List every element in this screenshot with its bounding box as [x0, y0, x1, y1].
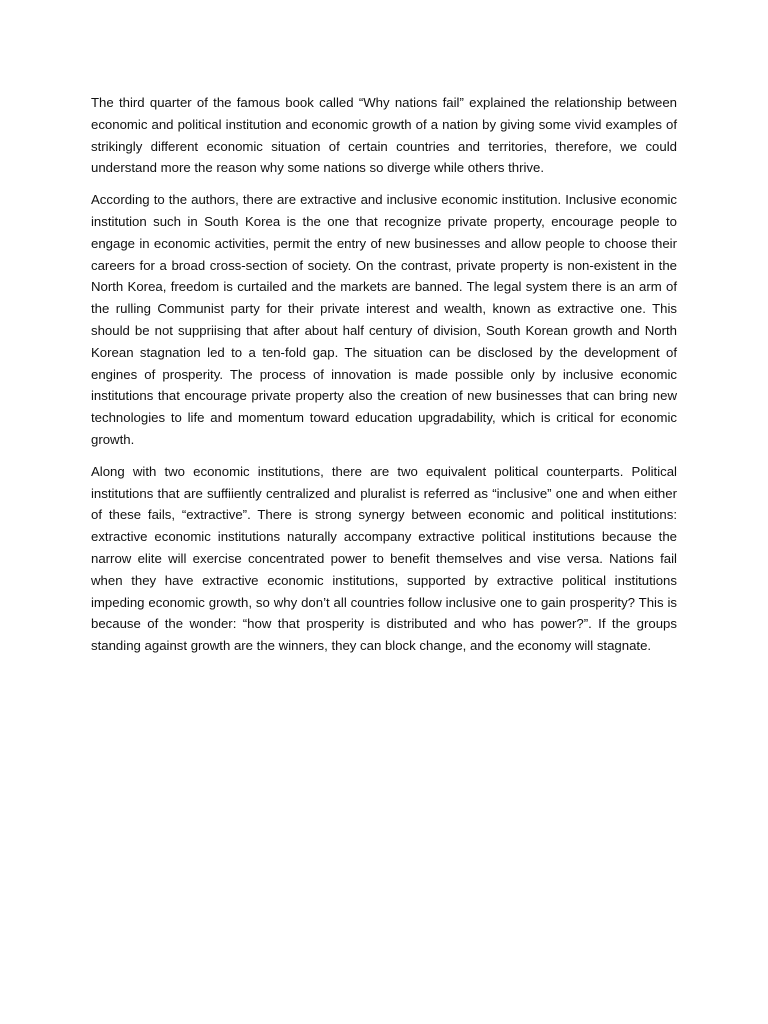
document-page: [91, 92, 677, 667]
paragraph-2: According to the authors, there are extractive and inclusive economic institution. Inclusive economic institution such in South Korea is the one that recognize private property, encourage people to engage in economic activities, permit the entry of new businesses and allow people to choose their careers for a broad cross-section of society. On the contrast, private property is non-existent in the North Korea, freedom is curtailed and the markets are banned. The legal system there is an arm of the rulling Communist party for their private interest and wealth, known as extractive one. This should be not suppriising that after about half century of division, South Korean growth and North Korean stagnation led to a ten-fold gap. The situation can be disclosed by the development of engines of prosperity. The process of innovation is made possible only by inclusive economic institutions that encourage private property also the creation of new businesses that can bring new technologies to life and momentum toward education upgradability, which is critical for economic growth.: [91, 192, 677, 447]
paragraph-3: Along with two economic institutions, there are two equivalent political counterparts. Political institutions that are suffiiently centralized and pluralist is referred as “inclusive” one and when either of these fails, “extractive”. There is strong synergy between economic and political institutions: extractive economic institutions naturally accompany extractive political institutions because the narrow elite will exercise concentrated power to benefit themselves and vise versa. Nations fail when they have extractive economic institutions, supported by extractive political institutions impeding economic growth, so why don’t all countries follow inclusive one to gain prosperity? This is because of the wonder: “how that prosperity is distributed and who has power?”. If the groups standing against growth are the winners, they can block change, and the economy will stagnate.: [91, 463, 677, 654]
paragraph-1: The third quarter of the famous book called “Why nations fail” explained the relationship between economic and political institution and economic growth of a nation by giving some vivid examples of strikingly different economic situation of certain countries and territories, therefore, we could understand more the reason why some nations so diverge while others thrive.: [91, 95, 677, 176]
